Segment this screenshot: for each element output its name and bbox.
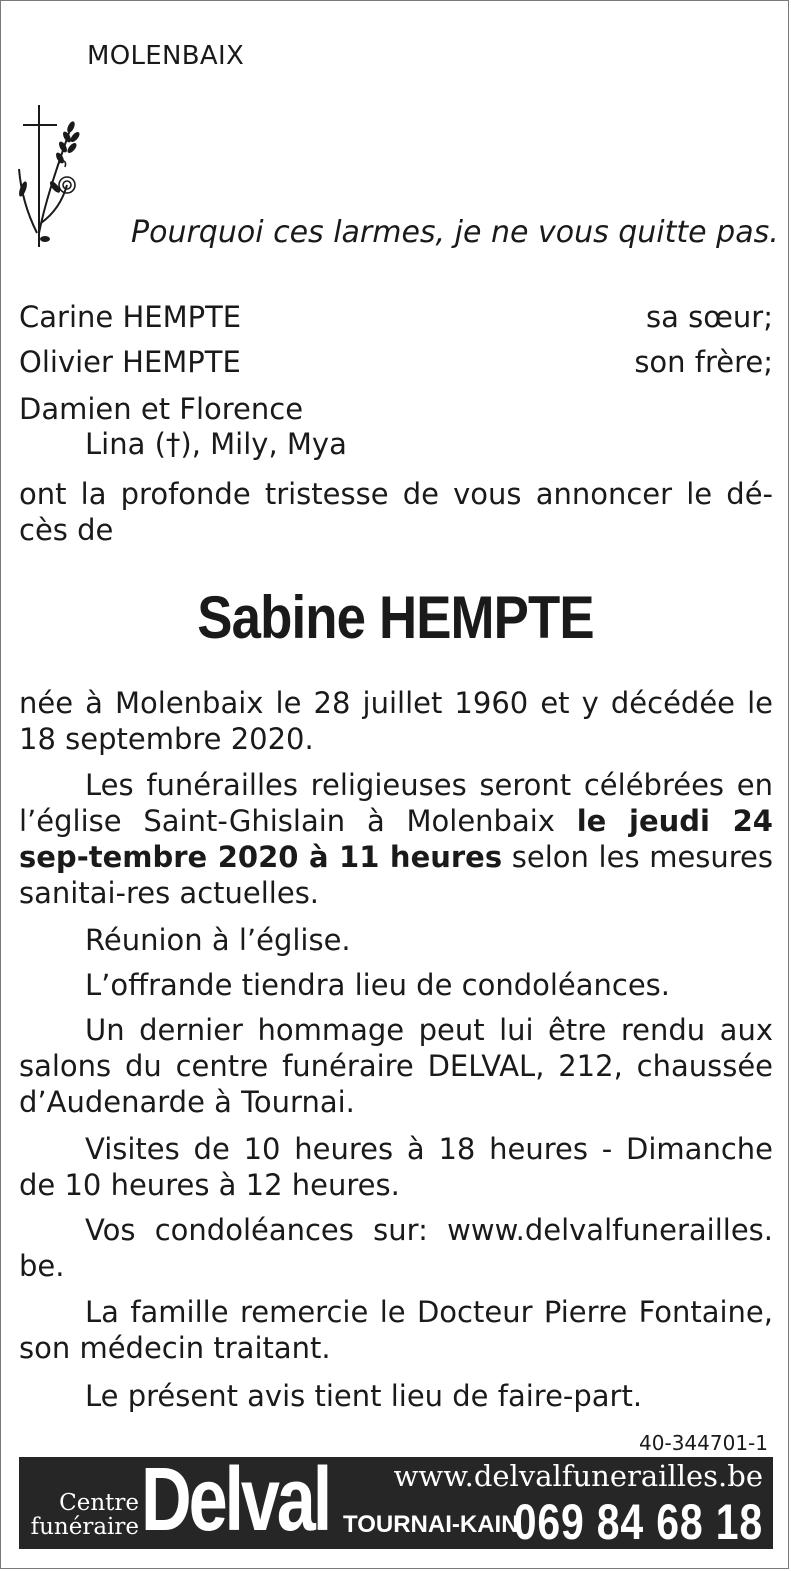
- funeral-home-banner: [19, 1450, 773, 1550]
- funeral-home-brand: Delval: [141, 1450, 330, 1550]
- funeral-text-start: Les funérailles religieuses seront célébrées en l’église Saint-Ghislain à Molenbaix: [19, 768, 773, 838]
- family-extra-line: Damien et Florence: [19, 392, 304, 426]
- funeral-date-time: le jeudi 24 sep-tembre 2020 à 11 heures: [19, 804, 773, 874]
- cross-with-wheat-and-rose-icon: [15, 103, 81, 249]
- village-name: MOLENBAIX: [87, 41, 245, 71]
- announcement: ont la profonde tristesse de vous annoncer le dé-cès de: [19, 477, 773, 547]
- funeral-text-end: selon les mesures sanitai-res actuelles.: [19, 840, 774, 910]
- visits-paragraph: Visites de 10 heures à 18 heures - Dimanche de 10 heures à 12 heures.: [19, 1132, 773, 1202]
- funeral-home-label: [31, 1491, 139, 1539]
- funeral-home-label-line2: funéraire: [30, 1514, 139, 1540]
- funeral-home-phone: 069 84 68 18: [513, 1494, 763, 1550]
- gathering-paragraph: Réunion à l’église.: [85, 923, 351, 957]
- funeral-home-label-line1: Centre: [59, 1490, 139, 1516]
- memorial-quote: Pourquoi ces larmes, je ne vous quitte pas.: [131, 215, 779, 250]
- condolences-paragraph: Vos condoléances sur: www.delvalfunerailles. be.: [19, 1213, 773, 1283]
- funeral-paragraph: [19, 767, 773, 911]
- offering-paragraph: L’offrande tiendra lieu de condoléances.: [85, 968, 671, 1002]
- family-member-relation: son frère;: [634, 345, 773, 379]
- homage-paragraph: Un dernier hommage peut lui être rendu aux salons du centre funéraire DELVAL, 212, chaussée d’Audenarde à Tournai.: [19, 1013, 773, 1119]
- funeral-home-website: www.delvalfunerailles.be: [393, 1459, 763, 1493]
- family-member-relation: sa sœur;: [646, 300, 773, 334]
- thanks-paragraph: La famille remercie le Docteur Pierre Fontaine, son médecin traitant.: [19, 1295, 773, 1365]
- closing-paragraph: Le présent avis tient lieu de faire-part.: [85, 1379, 643, 1413]
- family-member-name: Carine HEMPTE: [19, 300, 242, 334]
- funeral-home-city: TOURNAI-KAIN: [343, 1511, 519, 1538]
- reference-number: 40-344701-1: [639, 1431, 768, 1455]
- birth-death-paragraph: née à Molenbaix le 28 juillet 1960 et y décédée le 18 septembre 2020.: [19, 686, 773, 756]
- family-member-name: Olivier HEMPTE: [19, 345, 241, 379]
- family-children-line: Lina (†), Mily, Mya: [85, 427, 347, 461]
- deceased-name: Sabine HEMPTE: [197, 584, 594, 651]
